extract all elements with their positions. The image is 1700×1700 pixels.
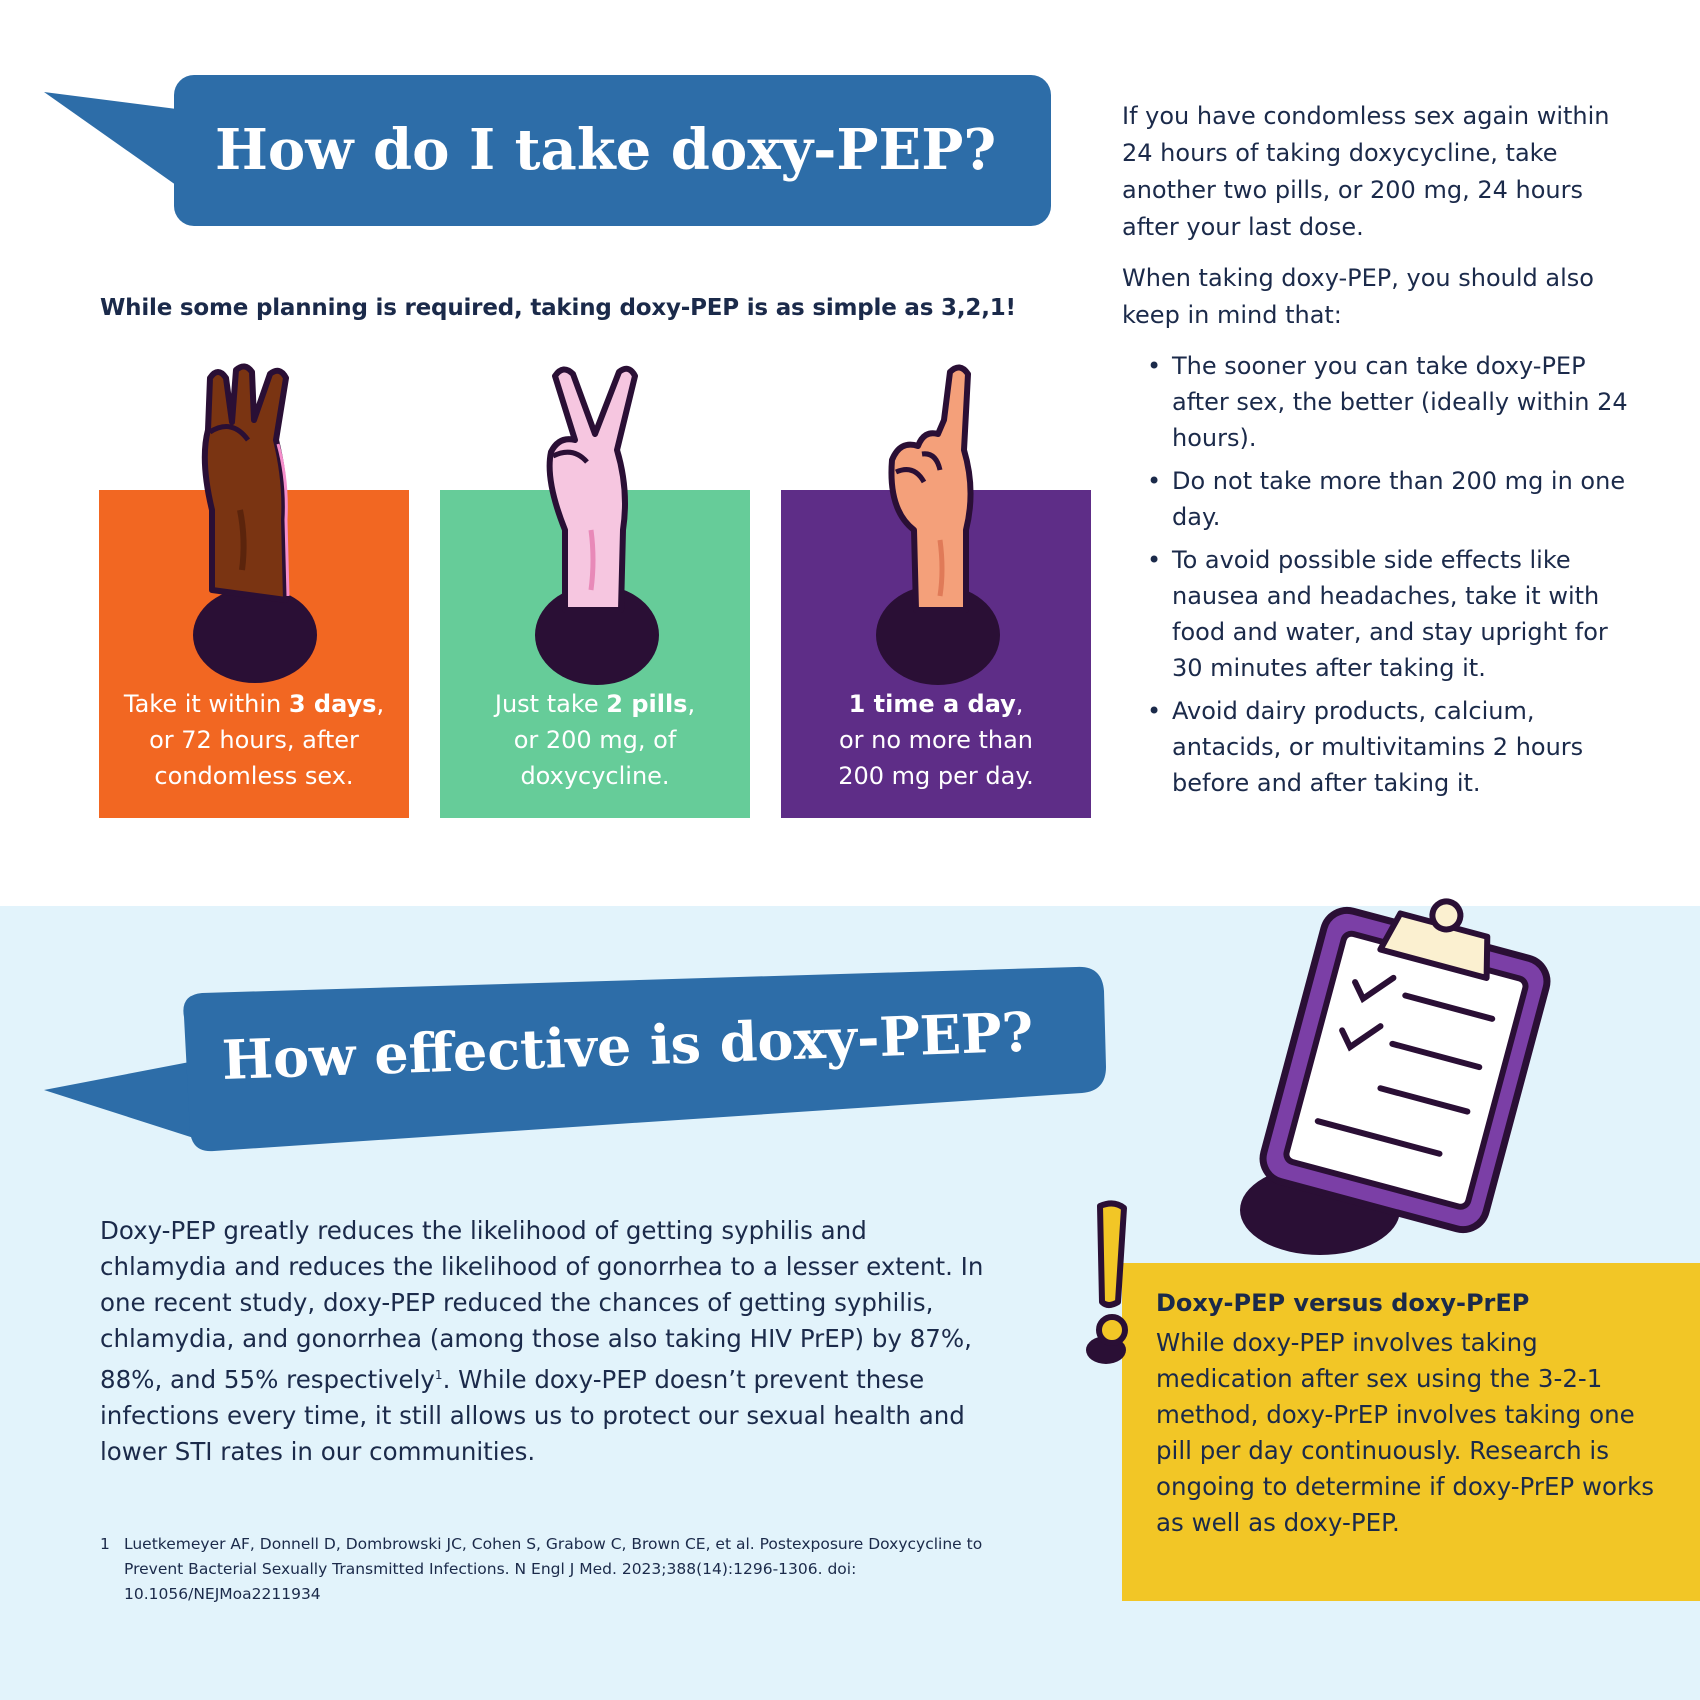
prep-comparison-callout [1122, 1263, 1700, 1601]
exclamation-mark-icon [1080, 1198, 1140, 1368]
keep-in-mind-paragraph: When taking doxy-PEP, you should also keep in mind that: [1122, 264, 1594, 329]
card-3-days-text: Take it within 3 days, or 72 hours, after condomless sex. [123, 690, 385, 790]
tips-list [1122, 348, 1642, 801]
footnote [100, 1532, 1000, 1607]
card-1-time-text: 1 time a day, or no more than 200 mg per day. [838, 690, 1034, 790]
list-item: • The sooner you can take doxy-PEP after sex, the better (ideally within 24 hours). [1122, 348, 1642, 456]
clipboard-checklist-icon [1230, 880, 1580, 1250]
three-fingers-hand-icon [190, 360, 320, 680]
intro-text: While some planning is required, taking doxy-PEP is as simple as 3,2,1! [100, 295, 1016, 321]
repeat-dose-paragraph: If you have condomless sex again within 24 hours of taking doxycycline, take another two pills, or 200 mg, 24 hours after your last dose. [1122, 102, 1610, 241]
section2-title: How effective is doxy-PEP? [220, 999, 1035, 1092]
effectiveness-paragraph: Doxy-PEP greatly reduces the likelihood of getting syphilis and chlamydia and reduces the likelihood of gonorrhea to a lesser extent. In one recent study, doxy-PEP reduced the chances of getting syphilis, chlamydia, and gonorrhea (among those also taking HIV PrEP) by 87%, 88%, and 55% respectively$^1$. While doxy-PEP doesn’t prevent these infections every time, it still allows us to protect our sexual health and lower STI rates in our communities. [100, 1216, 984, 1467]
card-2-pills-text: Just take 2 pills, or 200 mg, of doxycycline. [494, 690, 696, 790]
list-item: • Avoid dairy products, calcium, antacids, or multivitamins 2 hours before and after taking it. [1122, 693, 1642, 801]
callout-title: Doxy-PEP versus doxy-PrEP [1156, 1289, 1530, 1317]
list-item: • Do not take more than 200 mg in one day. [1122, 463, 1642, 535]
two-fingers-hand-icon [535, 360, 665, 680]
one-finger-hand-icon [878, 360, 1008, 680]
footnote-number: 1 [100, 1535, 110, 1553]
dosing-guidance [1122, 98, 1642, 808]
callout-text: While doxy-PEP involves taking medication after sex using the 3-2-1 method, doxy-PrEP involves taking one pill per day continuously. Research is ongoing to determine if doxy-PrEP works as well as doxy-PEP. [1156, 1328, 1655, 1537]
list-item: • To avoid possible side effects like nausea and headaches, take it with food and water, and stay upright for 30 minutes after taking it. [1122, 542, 1642, 686]
section1-title: How do I take doxy-PEP? [215, 117, 997, 183]
footnote-text: Luetkemeyer AF, Donnell D, Dombrowski JC, Cohen S, Grabow C, Brown CE, et al. Postexposure Doxycycline to Prevent Bacterial Sexually Transmitted Infections. N Engl J Med. 2023;388(14):1296-1306. doi: 10.1056/NEJMoa2211934 [124, 1535, 983, 1603]
